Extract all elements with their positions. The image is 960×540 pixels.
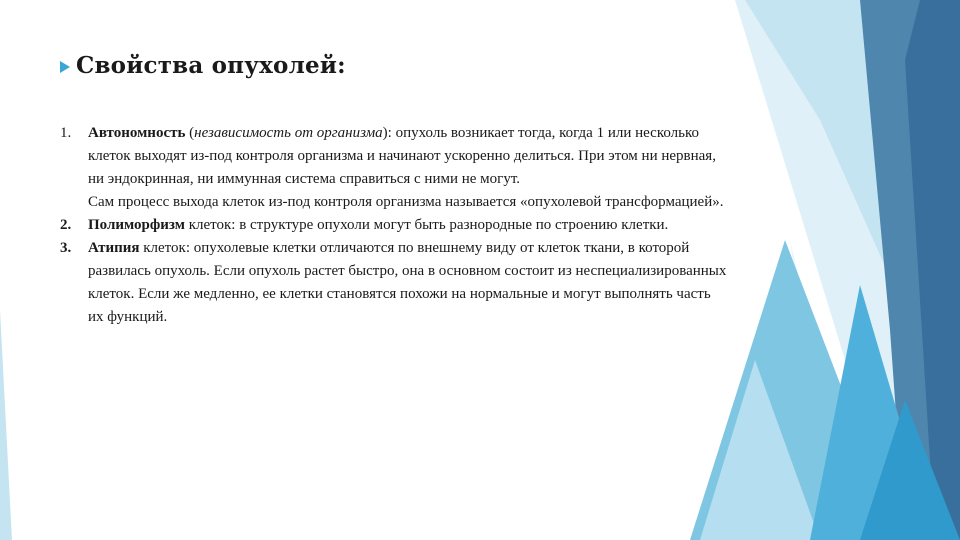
list-item-polymorphism	[60, 214, 728, 237]
term-polymorphism: Полиморфизм	[88, 217, 185, 233]
paren-open: (	[185, 125, 195, 141]
slide-title: Свойства опухолей:	[76, 52, 346, 79]
item-text: клеток: опухолевые клетки отличаются по внешнему виду от клеток ткани, в которой развилась опухоль. Если опухоль растет быстро, она в основном состоит из неспециализированных клеток. Если же медленно, ее клетки становятся похожи на нормальные и могут выполнять часть их функций.	[88, 240, 727, 325]
list-item-autonomy	[60, 122, 728, 214]
item-extra-text: Сам процесс выхода клеток из-под контроля организма называется «опухолевой трансформацией».	[88, 194, 724, 210]
title-bullet-icon	[60, 61, 70, 73]
paren-close: ):	[382, 125, 392, 141]
term-autonomy: Автономность	[88, 125, 186, 141]
item-text: клеток: в структуре опухоли могут быть разнородные по строению клетки.	[184, 217, 669, 233]
list-number: 1.	[60, 125, 72, 141]
term-atypia: Атипия	[88, 240, 140, 256]
list-item-atypia	[60, 237, 728, 329]
list-number: 3.	[60, 240, 72, 256]
list-number: 2.	[60, 217, 72, 233]
term-autonomy-note: независимость от организма	[194, 125, 383, 141]
item-text: опухоль возникает тогда, когда 1 или несколько клеток выходят из-под контроля организма и начинают ускоренно делиться. При этом ни нервная, ни эндокринная, ни иммунная система справиться с ними не могут.	[88, 125, 716, 187]
deco-shape-left-sliver	[0, 310, 12, 540]
properties-list	[60, 122, 728, 329]
